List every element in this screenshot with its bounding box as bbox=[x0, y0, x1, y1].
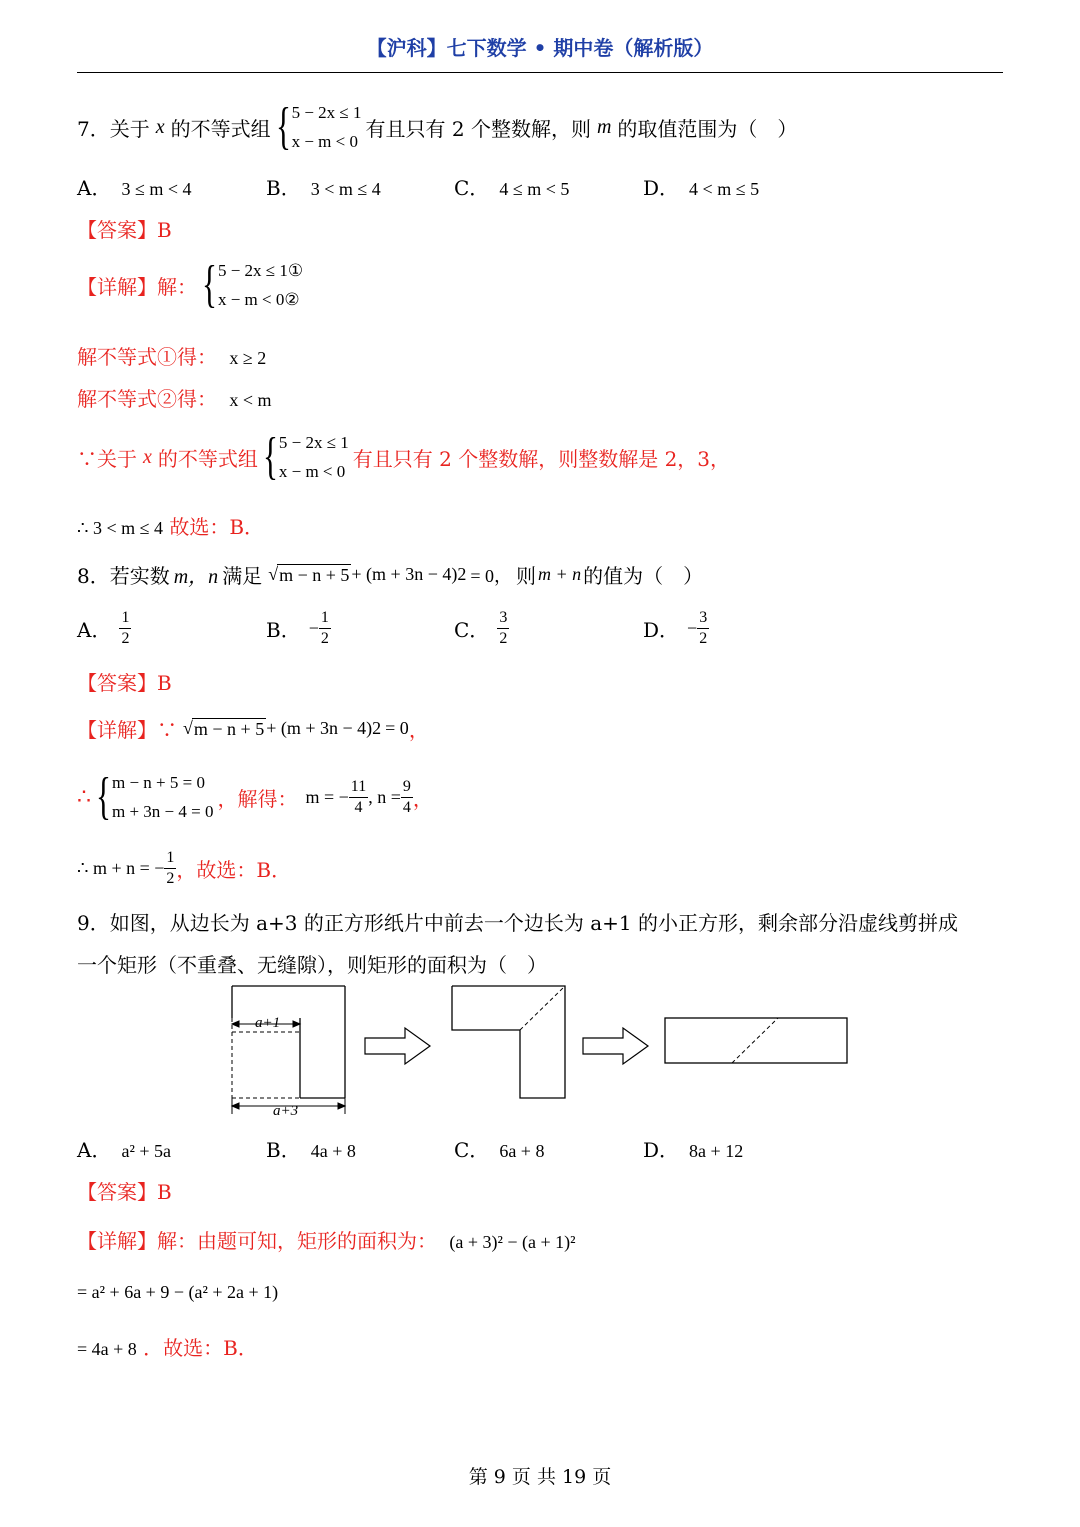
q7-step1 bbox=[77, 341, 266, 370]
arrow-right-icon bbox=[365, 1028, 430, 1064]
result-rectangle bbox=[665, 1018, 847, 1063]
arrow-right-icon bbox=[583, 1028, 648, 1064]
q9-option-b[interactable]: B． 4a + 8 bbox=[266, 1138, 356, 1162]
q8-system-solution bbox=[77, 768, 433, 826]
q7-because-system: { 5 − 2x ≤ 1 x − m < 0 bbox=[262, 428, 349, 485]
q7-option-b[interactable]: B． 3 < m ≤ 4 bbox=[266, 176, 381, 200]
q7-because-prefix: ∵关于 bbox=[77, 446, 137, 471]
q9-stem-line2: 一个矩形（不重叠、无缝隙），则矩形的面积为（ ） bbox=[77, 953, 547, 977]
q8-result bbox=[77, 848, 291, 889]
q7-conclusion-text: 故选：B． bbox=[169, 515, 265, 539]
q7-detail-system: { 5 − 2x ≤ 1① x − m < 0② bbox=[201, 256, 304, 313]
q7-detail-label: 【详解】解： bbox=[77, 274, 197, 299]
q7-step1-label: 解不等式①得： bbox=[77, 345, 217, 369]
q8-option-a[interactable]: A． $\frac{1}{2}$ bbox=[77, 609, 130, 647]
q8-vars: m，n bbox=[173, 566, 219, 588]
q7-step1-value: x ≥ 2 bbox=[229, 348, 267, 368]
q8-equation-system: { m − n + 5 = 0 m + 3n − 4 = 0 bbox=[95, 768, 214, 825]
figure-label-a-plus-3: a+3 bbox=[273, 1103, 299, 1119]
q9-stem-line1: 9．如图，从边长为 a+3 的正方形纸片中前去一个边长为 a+1 的小正方形，剩余部分沿虚线剪拼成 bbox=[77, 911, 958, 935]
document-header-title: 【沪科】七下数学 • 期中卷（解析版） bbox=[366, 36, 714, 60]
q7-suffix: 有且只有 2 个整数解，则 bbox=[365, 116, 591, 141]
q8-therefore: ∴ bbox=[77, 784, 91, 810]
q8-m-den: 4 bbox=[354, 798, 363, 816]
q8-sys-line1: m − n + 5 = 0 bbox=[111, 773, 205, 792]
q8-then: 则 bbox=[516, 564, 536, 588]
q9-step2 bbox=[77, 1332, 258, 1361]
q8-n-pre: , n = bbox=[368, 786, 401, 807]
q8-n-den: 4 bbox=[402, 798, 411, 816]
q9-option-a[interactable]: A． a² + 5a bbox=[77, 1138, 171, 1162]
q8-sys-line2: m + 3n − 4 = 0 bbox=[111, 802, 214, 821]
q8-m-pre: m = − bbox=[305, 786, 349, 807]
q9-detail-expr: (a + 3)² − (a + 1)² bbox=[449, 1232, 576, 1252]
question-7-stem bbox=[77, 98, 797, 156]
q7-because-mid: 的不等式组 bbox=[157, 446, 258, 471]
q7-conclusion bbox=[77, 511, 264, 540]
l-shape-pieces bbox=[452, 986, 565, 1098]
q7-step2 bbox=[77, 383, 272, 412]
q8-result-text: ，故选：B． bbox=[176, 858, 292, 882]
q7-answer: 【答案】B bbox=[77, 218, 172, 242]
q8-m-num: 11 bbox=[349, 777, 368, 798]
dimension-arrows bbox=[232, 1021, 345, 1114]
q8-result-num: 1 bbox=[164, 848, 176, 869]
q8-mid: 满足 bbox=[222, 564, 263, 588]
q8-root: m − n + 5 bbox=[279, 564, 350, 585]
q8-detail: 【详解】∵ √ m − n + 5 + (m + 3n − 4) 2 = 0 ， bbox=[77, 714, 429, 743]
q7-because bbox=[77, 428, 730, 486]
q7-detail-sys-line2: x − m < 0② bbox=[217, 290, 300, 309]
q7-because-sys-line2: x − m < 0 bbox=[278, 462, 346, 481]
page-number: 第 9 页 共 19 页 bbox=[468, 1466, 612, 1488]
q9-figure bbox=[225, 980, 855, 1120]
q7-end: 的取值范围为（ ） bbox=[617, 116, 798, 141]
q7-prefix: 7．关于 bbox=[77, 116, 150, 141]
q7-inequality-system: { 5 − 2x ≤ 1 x − m < 0 bbox=[275, 98, 362, 155]
q8-result-den: 2 bbox=[166, 870, 175, 887]
q8-detail-label: 【详解】∵ bbox=[77, 718, 177, 742]
q9-step2-text: ．故选：B． bbox=[143, 1336, 258, 1360]
square-with-cutout bbox=[232, 986, 345, 1098]
q7-detail-sys-line1: 5 − 2x ≤ 1① bbox=[217, 261, 304, 280]
q8-square: + (m + 3n − 4) bbox=[351, 564, 458, 584]
q9-detail bbox=[77, 1225, 576, 1254]
q7-var-x: x bbox=[155, 115, 165, 138]
q7-mid: 的不等式组 bbox=[170, 116, 271, 141]
q7-conclusion-math: ∴ 3 < m ≤ 4 bbox=[77, 518, 163, 538]
q8-option-b[interactable]: B． − $\frac{1}{2}$ bbox=[266, 609, 329, 647]
q8-detail-square: + (m + 3n − 4) bbox=[266, 718, 373, 738]
q8-prefix: 8．若实数 bbox=[77, 564, 170, 588]
figure-label-a-plus-1: a+1 bbox=[255, 1015, 281, 1031]
q9-step1: = a² + 6a + 9 − (a² + 2a + 1) bbox=[77, 1282, 279, 1302]
q8-detail-root: m − n + 5 bbox=[193, 718, 265, 739]
q8-detail-tail: ， bbox=[408, 718, 429, 742]
q8-solve-label: ，解得： bbox=[217, 786, 298, 811]
q7-because-var-x: x bbox=[143, 445, 152, 468]
q8-end: 的值为（ ） bbox=[583, 564, 704, 588]
q7-because-suffix: 有且只有 2 个整数解，则整数解是 2，3， bbox=[352, 446, 731, 471]
q9-option-d[interactable]: D． 8a + 12 bbox=[643, 1138, 744, 1162]
q7-step2-value: x < m bbox=[229, 390, 272, 410]
question-8-stem: 8．若实数 m，n 满足 √ m − n + 5 + (m + 3n − 4) 2 = 0， 则 m + n 的值为（ ） bbox=[77, 560, 703, 589]
q9-detail-label: 【详解】解：由题可知，矩形的面积为： bbox=[77, 1229, 437, 1253]
q7-var-m: m bbox=[596, 115, 612, 138]
q8-option-d[interactable]: D． − $\frac{3}{2}$ bbox=[643, 609, 708, 647]
q7-step2-label: 解不等式②得： bbox=[77, 387, 217, 411]
q8-option-c[interactable]: C． $\frac{3}{2}$ bbox=[454, 609, 508, 647]
q8-tail: ， bbox=[412, 786, 433, 811]
q9-answer: 【答案】B bbox=[77, 1180, 172, 1204]
q8-answer: 【答案】B bbox=[77, 671, 172, 695]
q8-mn: m + n bbox=[538, 564, 582, 584]
q8-eq: = 0， bbox=[470, 565, 512, 586]
q8-n-num: 9 bbox=[401, 777, 413, 798]
q7-option-d[interactable]: D． 4 < m ≤ 5 bbox=[643, 176, 760, 200]
q7-sys-line2: x − m < 0 bbox=[291, 132, 358, 151]
q7-option-a[interactable]: A． 3 ≤ m < 4 bbox=[77, 176, 192, 200]
q9-step2-math: = 4a + 8 bbox=[77, 1339, 137, 1359]
q7-detail bbox=[77, 256, 303, 314]
q7-option-c[interactable]: C． 4 ≤ m < 5 bbox=[454, 176, 570, 200]
q9-option-c[interactable]: C． 6a + 8 bbox=[454, 1138, 545, 1162]
q7-sys-line1: 5 − 2x ≤ 1 bbox=[291, 103, 362, 122]
header-rule bbox=[77, 72, 1003, 73]
q7-because-sys-line1: 5 − 2x ≤ 1 bbox=[278, 433, 349, 452]
q8-result-pre: ∴ m + n = − bbox=[77, 858, 165, 878]
